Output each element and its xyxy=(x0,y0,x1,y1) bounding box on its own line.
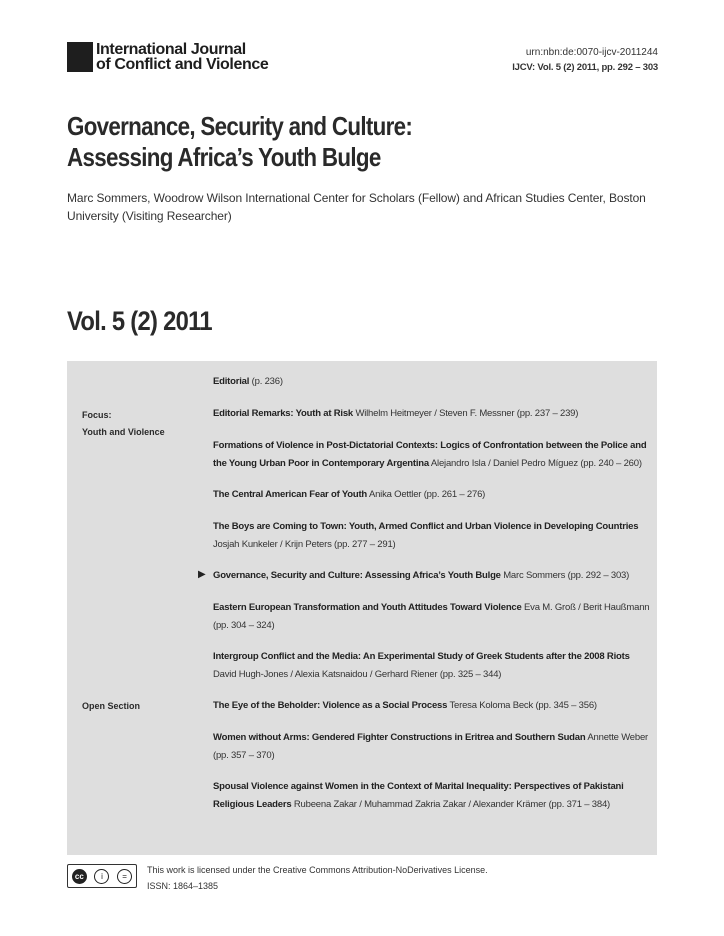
toc-entry-title: Eastern European Transformation and Youth Attitudes Toward Violence xyxy=(213,602,522,613)
no-derivatives-icon: = xyxy=(117,869,132,884)
section-label-focus xyxy=(82,407,165,441)
toc-entry[interactable] xyxy=(213,405,653,423)
journal-name xyxy=(96,42,268,72)
issn-text: ISSN: 1864–1385 xyxy=(147,881,219,891)
toc-entry-details: Marc Sommers (pp. 292 – 303) xyxy=(500,570,630,581)
toc-entry-details: Anika Oettler (pp. 261 – 276) xyxy=(367,489,486,500)
license-footer xyxy=(67,862,488,894)
volume-heading: Vol. 5 (2) 2011 xyxy=(67,306,212,336)
toc-entry-title: The Central American Fear of Youth xyxy=(213,489,368,500)
toc-entry-details: Teresa Koloma Beck (pp. 345 – 356) xyxy=(447,700,597,711)
toc-entry-details: Rubeena Zakar / Muhammad Zakria Zakar / Alexander Krämer (pp. 371 – 384) xyxy=(291,799,611,810)
toc-entry-title: Formations of Violence in Post-Dictatorial Contexts: Logics of Confrontation between the Police and the Young Urban Poor in Contemporary Argentina xyxy=(213,440,647,469)
toc-entry[interactable] xyxy=(213,486,653,504)
toc-entry-title: Editorial xyxy=(213,376,250,387)
article-title-line1: Governance, Security and Culture: xyxy=(67,111,413,141)
toc-entry-current[interactable] xyxy=(213,567,653,585)
toc-entry-title: Women without Arms: Gendered Fighter Constructions in Eritrea and Southern Sudan xyxy=(213,732,586,743)
toc-entry-details: Josjah Kunkeler / Krijn Peters (pp. 277 – 291) xyxy=(213,539,396,550)
creative-commons-badge[interactable] xyxy=(67,864,137,888)
toc-entry[interactable] xyxy=(213,729,653,765)
article-title-line2: Assessing Africa’s Youth Bulge xyxy=(67,142,381,172)
urn-text: urn:nbn:de:0070-ijcv-2011244 xyxy=(525,47,658,58)
section-label-line: Open Section xyxy=(82,701,141,711)
table-of-contents xyxy=(67,361,657,855)
section-label-line: Youth and Violence xyxy=(82,427,165,437)
toc-entry-title: The Boys are Coming to Town: Youth, Armed Conflict and Urban Violence in Developing Countries xyxy=(213,521,639,532)
toc-entry-title: The Eye of the Beholder: Violence as a Social Process xyxy=(213,700,448,711)
journal-logo xyxy=(67,42,268,72)
toc-entry[interactable] xyxy=(213,599,653,635)
toc-entry-details: Eva M. Groß / Berit Haußmann (pp. 304 – 324) xyxy=(213,602,650,631)
cc-icon: cc xyxy=(72,869,87,884)
toc-entry-title: Governance, Security and Culture: Assessing Africa’s Youth Bulge xyxy=(213,570,501,581)
toc-entry[interactable] xyxy=(213,648,653,684)
toc-entry[interactable] xyxy=(213,373,653,391)
current-article-marker-icon: ▶ xyxy=(198,569,206,580)
article-identifier xyxy=(512,45,658,75)
toc-entry-details: (p. 236) xyxy=(249,376,283,387)
toc-entry[interactable] xyxy=(213,778,653,814)
toc-entry[interactable] xyxy=(213,437,653,473)
toc-entry[interactable] xyxy=(213,518,653,554)
toc-entry[interactable] xyxy=(213,697,653,715)
section-label-open xyxy=(82,698,140,715)
citation-text: IJCV: Vol. 5 (2) 2011, pp. 292 – 303 xyxy=(512,62,658,73)
toc-entry-title: Editorial Remarks: Youth at Risk xyxy=(213,408,354,419)
toc-entry-title: Intergroup Conflict and the Media: An Experimental Study of Greek Students after the 2008 Riots xyxy=(213,651,630,662)
toc-entry-details: Annette Weber (pp. 357 – 370) xyxy=(213,732,648,761)
toc-entry-details: Wilhelm Heitmeyer / Steven F. Messner (pp. 237 – 239) xyxy=(353,408,579,419)
attribution-icon: i xyxy=(94,869,109,884)
toc-entry-details: Alejandro Isla / Daniel Pedro Míguez (pp. 240 – 260) xyxy=(429,458,642,469)
section-label-line: Focus: xyxy=(82,410,112,420)
article-title xyxy=(67,111,412,173)
license-text-block xyxy=(147,862,488,894)
journal-name-line2: of Conflict and Violence xyxy=(96,56,269,73)
author-affiliation: Marc Sommers, Woodrow Wilson International Center for Scholars (Fellow) and African Studies Center, Boston University (Visiting Researcher) xyxy=(67,191,646,223)
logo-mark xyxy=(67,42,93,72)
toc-entry-title: Spousal Violence against Women in the Context of Marital Inequality: Perspectives of Pakistani Religious Leaders xyxy=(213,781,624,810)
journal-name-line1: International Journal xyxy=(96,41,246,58)
license-text: This work is licensed under the Creative Commons Attribution-NoDerivatives License. xyxy=(147,865,488,875)
toc-entry-details: David Hugh-Jones / Alexia Katsnaidou / Gerhard Riener (pp. 325 – 344) xyxy=(213,669,502,680)
